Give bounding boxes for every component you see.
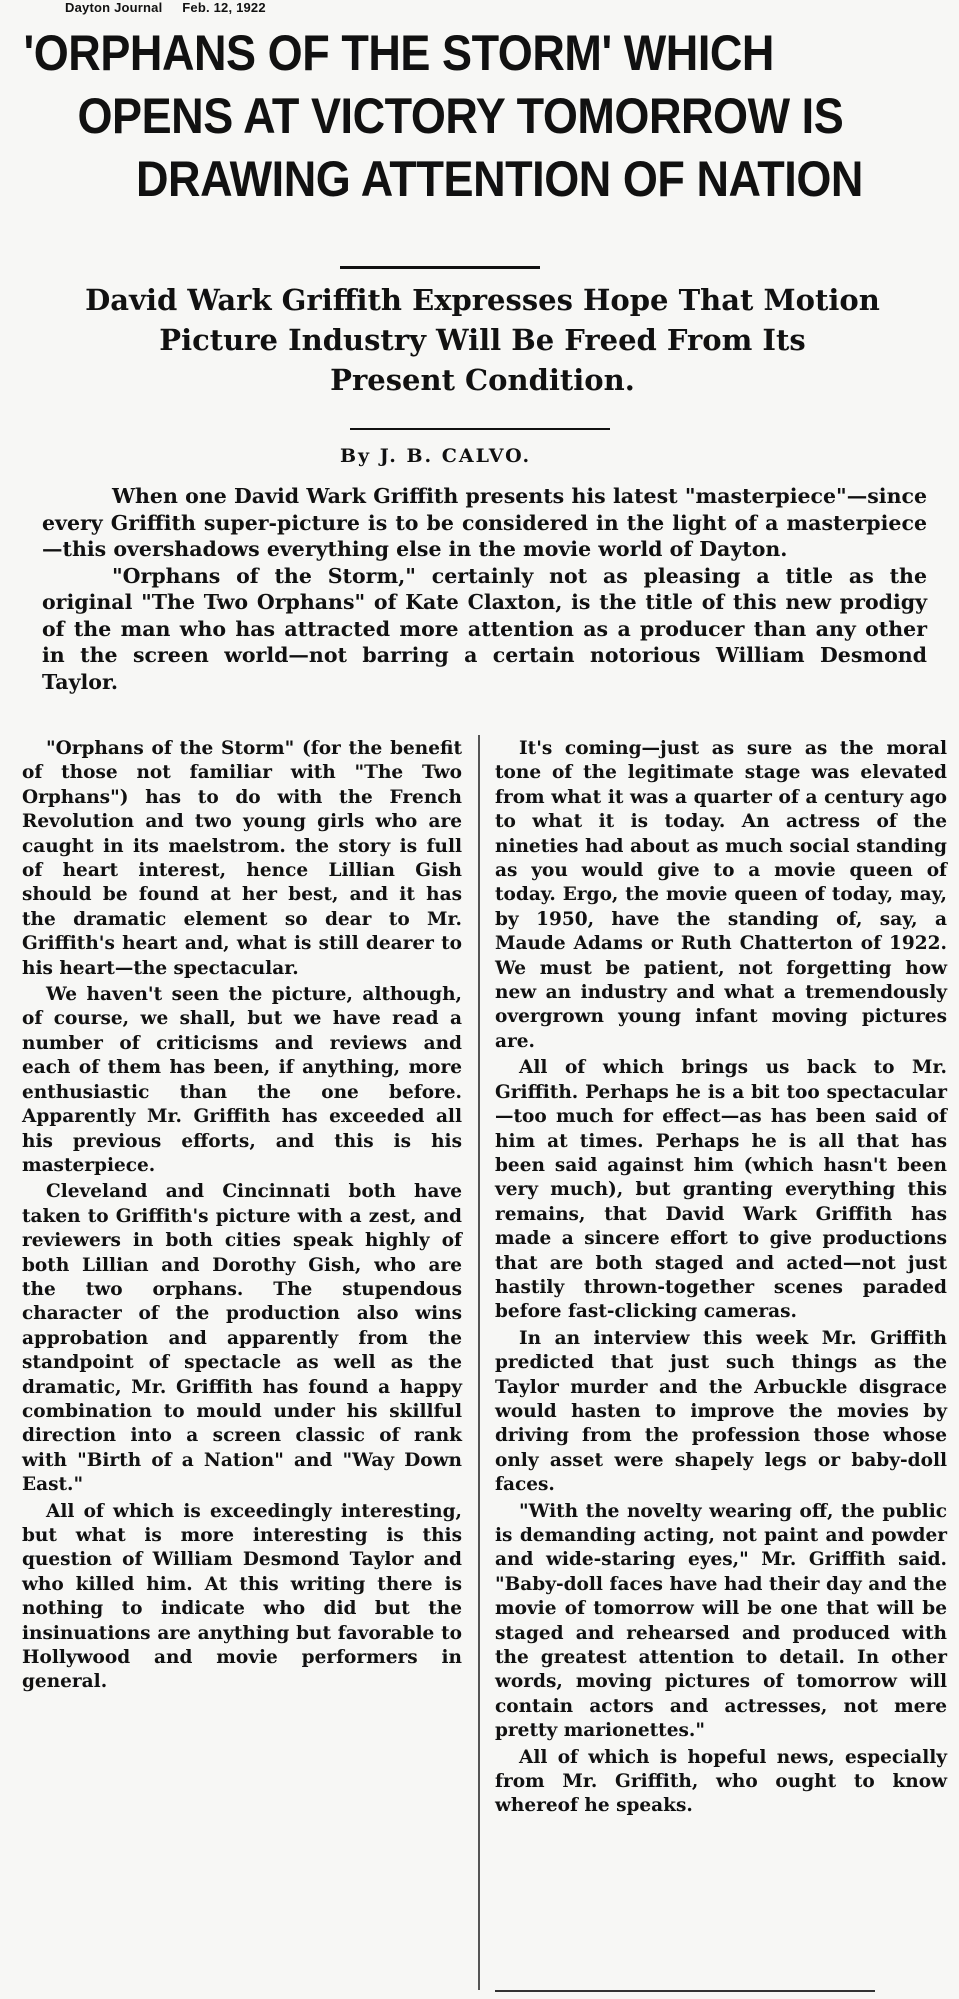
right-paragraph-2: All of which brings us back to Mr. Griffith. Perhaps he is a bit too spectacular—too much for effect—as has been said of him at times. Perhaps he is all that has been said against him (which hasn't been very much), but granting everything this remains, that David Wark Griffith has made a sincere effort to give productions that are both staged and acted—not just hastily thrown-together scenes paraded before fast-clicking cameras. (495, 1057, 947, 1323)
lead-paragraph-1: When one David Wark Griffith presents his latest "masterpiece"—since every Griffith super-picture is to be considered in the light of a masterpiece—this overshadows everything else in the movie world of Dayton. (42, 484, 927, 561)
subheadline-line-3: Present Condition. (330, 363, 635, 397)
column-divider (478, 735, 480, 1990)
lead-paragraph-2: "Orphans of the Storm," certainly not as pleasing a title as the original "The Two Orphans" of Kate Claxton, is the title of this new prodigy of the man who has attracted more attention as a producer than any other in the screen world—not barring a certain notorious William Desmond Taylor. (42, 563, 927, 694)
right-paragraph-5: All of which is hopeful news, especially from Mr. Griffith, who ought to know whereof he speaks. (495, 1746, 947, 1817)
byline-divider (350, 428, 610, 430)
left-paragraph-4: All of which is exceedingly interesting, but what is more interesting is this question of William Desmond Taylor and who killed him. At this writing there is nothing to indicate who did but the insinuations are anything but favorable to Hollywood and movie performers in general. (22, 1500, 462, 1693)
bottom-rule (495, 1990, 875, 1992)
subheadline-line-2: Picture Industry Will Be Freed From Its (159, 323, 806, 357)
lead-section (42, 483, 927, 695)
left-paragraph-3: Cleveland and Cincinnati both have taken to Griffith's picture with a zest, and reviewers in both cities speak highly of both Lillian and Dorothy Gish, who are the two orphans. The stupendous character of the production also wins approbation and apparently from the standpoint of spectacle as well as the dramatic, Mr. Griffith has found a happy combination to mould under his skillful direction into a screen classic of rank with "Birth of a Nation" and "Way Down East." (22, 1181, 462, 1496)
right-paragraph-3: In an interview this week Mr. Griffith predicted that just such things as the Taylor murder and the Arbuckle disgrace would hasten to improve the movies by driving from the profession those whose only asset were shapely legs or baby-doll faces. (495, 1327, 947, 1496)
masthead (65, 0, 282, 15)
publication-date: Feb. 12, 1922 (182, 0, 266, 15)
subheadline-line-1: David Wark Griffith Expresses Hope That Motion (85, 283, 880, 317)
headline-divider (340, 266, 540, 269)
right-paragraph-1: It's coming—just as sure as the moral tone of the legitimate stage was elevated from what it was a quarter of a century ago to what it is today. An actress of the nineties had about as much social standing as you would give to a movie queen of today. Ergo, the movie queen of today, may, by 1950, have the standing of, say, a Maude Adams or Ruth Chatterton of 1922. We must be patient, not forgetting how new an industry and what a tremendously overgrown young infant moving pictures are. (495, 738, 947, 1052)
left-paragraph-1: "Orphans of the Storm" (for the benefit of those not familiar with "The Two Orphans") has to do with the French Revolution and two young girls who are caught in its maelstrom. the story is full of heart interest, hence Lillian Gish should be found at her best, and it has the dramatic element so dear to Mr. Griffith's heart and, what is still dearer to his heart—the spectacular. (22, 738, 462, 979)
headline-line-1: 'ORPHANS OF THE STORM' WHICH (23, 25, 774, 81)
right-column (495, 737, 947, 1821)
headline (10, 22, 863, 211)
headline-line-2: OPENS AT VICTORY TOMORROW IS (77, 88, 844, 144)
subheadline (20, 280, 945, 400)
left-paragraph-2: We haven't seen the picture, although, of course, we shall, but we have read a number of criticisms and reviews and each of them has been, if anything, more enthusiastic than the one before. Apparently Mr. Griffith has exceeded all his previous efforts, and this is his masterpiece. (22, 984, 462, 1176)
right-paragraph-4: "With the novelty wearing off, the public is demanding acting, not paint and powder and wide-staring eyes," Mr. Griffith said. "Baby-doll faces have had their day and the movie of tomorrow will be one that will be staged and rehearsed and produced with the greatest attention to detail. In other words, moving pictures of tomorrow will contain actors and actresses, not mere pretty marionettes." (495, 1500, 947, 1742)
byline: By J. B. CALVO. (340, 445, 532, 467)
left-column (22, 737, 462, 1697)
newspaper-name: Dayton Journal (65, 0, 163, 15)
headline-line-3: DRAWING ATTENTION OF NATION (136, 151, 863, 207)
